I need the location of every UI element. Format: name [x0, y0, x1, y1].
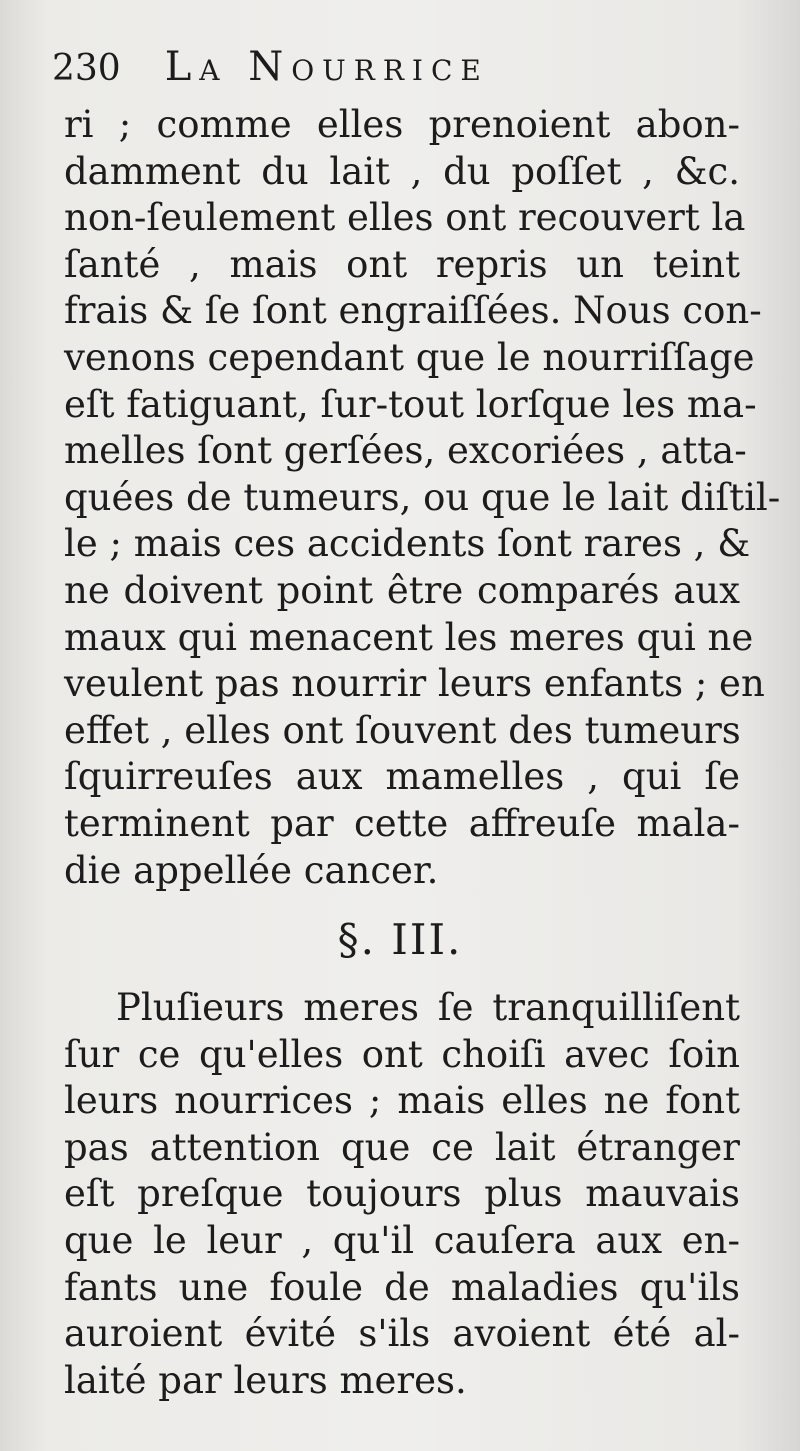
text-line: melles ſont gerſées, excoriées , atta-	[64, 429, 747, 473]
paragraph-2	[64, 985, 740, 1404]
text-line: venons cependant que le nourriſſage	[64, 335, 755, 379]
text-line: ſanté , mais ont repris un teint	[64, 242, 740, 286]
text-line: que le leur , qu'il cauſera aux en-	[64, 1218, 740, 1262]
text-line: frais & ſe ſont engraiſſées. Nous con-	[64, 289, 762, 333]
text-line: le ; mais ces accidents ſont rares , &	[64, 522, 751, 566]
text-line: Pluſieurs meres ſe tranquilliſent	[116, 986, 740, 1029]
text-line: non-ſeulement elles ont recouvert la	[64, 196, 746, 240]
text-line: quées de tumeurs, ou que le lait diſtil-	[64, 475, 781, 519]
text-line: eſt preſque toujours plus mauvais	[64, 1172, 740, 1216]
text-line: terminent par cette affreuſe mala-	[64, 801, 740, 845]
text-line: ſur ce qu'elles ont choiſi avec ſoin	[64, 1032, 740, 1076]
running-header	[52, 44, 752, 100]
text-line: effet , elles ont ſouvent des tumeurs	[64, 708, 741, 752]
text-line: ne doivent point être comparés aux	[64, 568, 740, 612]
text-line: leurs nourrices ; mais elles ne font	[64, 1079, 740, 1123]
text-line: die appellée cancer.	[64, 848, 439, 892]
running-title: La Nourrice	[164, 44, 489, 90]
paragraph-1	[64, 102, 781, 894]
section-heading: §. III.	[337, 915, 463, 964]
text-line: maux qui menacent les meres qui ne	[64, 615, 754, 659]
text-line: veulent pas nourrir leurs enfants ; en	[64, 662, 765, 706]
text-line: ſquirreuſes aux mamelles , qui ſe	[64, 755, 740, 799]
text-line: auroient évité s'ils avoient été al-	[64, 1312, 740, 1356]
text-line: ri ; comme elles prenoient abon-	[64, 103, 740, 146]
page-number: 230	[52, 48, 121, 89]
text-line: fants une foule de maladies qu'ils	[64, 1265, 740, 1309]
text-line: pas attention que ce lait étranger	[64, 1125, 740, 1169]
text-line: laité par leurs meres.	[64, 1358, 467, 1402]
text-line: eſt fatiguant, ſur-tout lorſque les ma-	[64, 382, 757, 426]
text-line: damment du lait , du poſſet , &c.	[64, 149, 740, 193]
